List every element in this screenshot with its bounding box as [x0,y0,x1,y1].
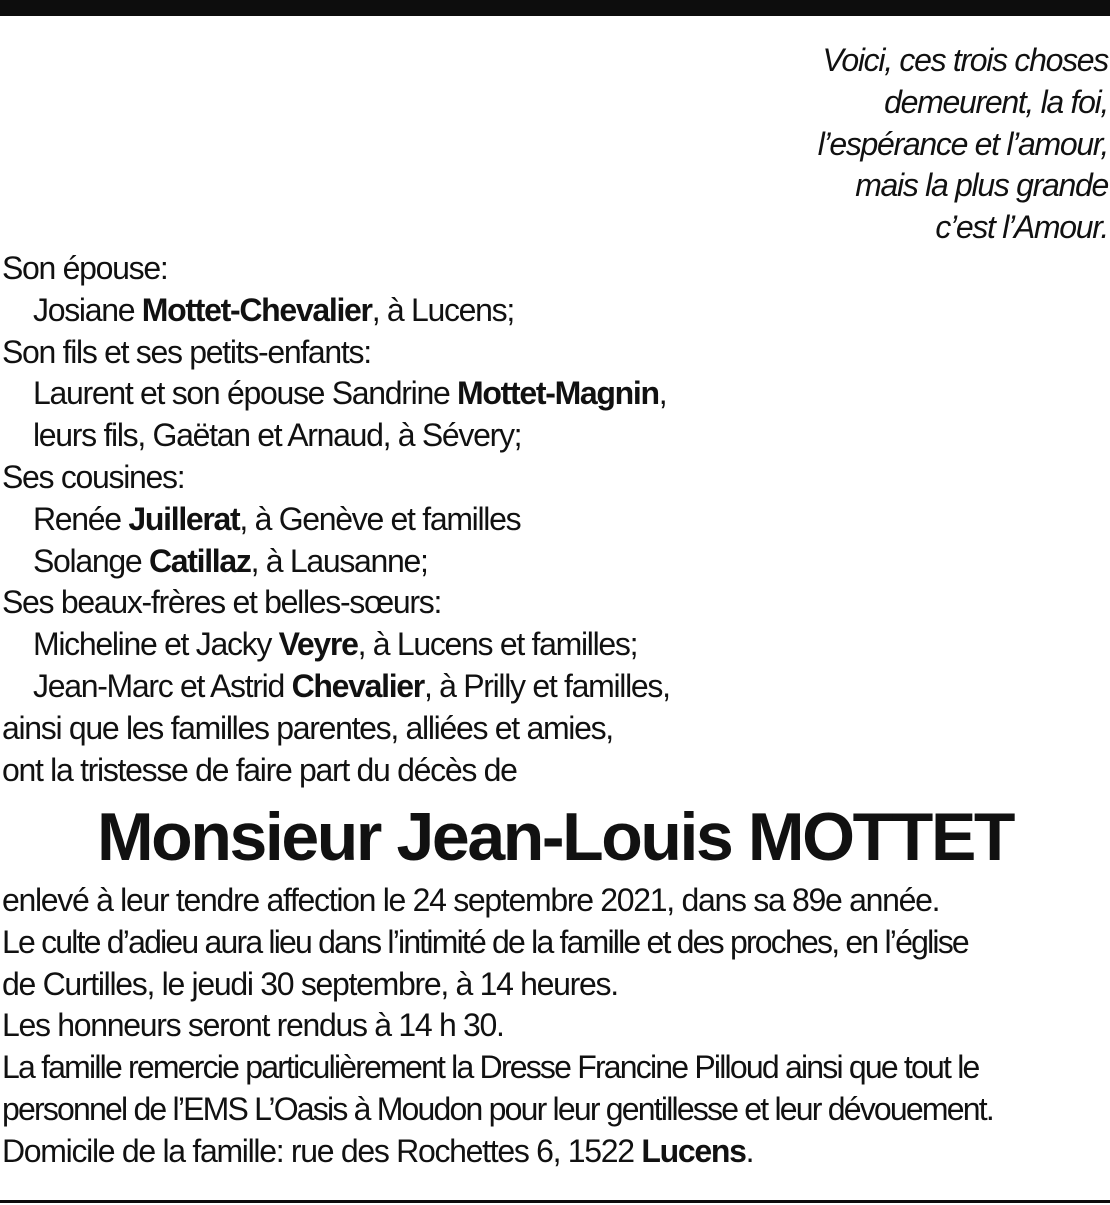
son-entry: Laurent et son épouse Sandrine Mottet-Magnin, [33,375,667,412]
spouse-heading: Son épouse: [2,250,168,286]
thanks-line: La famille remercie particulièrement la Dresse Francine Pilloud ainsi que tout le [2,1049,979,1086]
thanks-line: personnel de l’EMS L’Oasis à Moudon pour leur gentillesse et leur dévouement. [2,1090,993,1127]
spouse-surname: Mottet-Chevalier [141,291,372,328]
death-line: enlevé à leur tendre affection le 24 septembre 2021, dans sa 89e année. [2,882,940,918]
epigraph-line: l’espérance et l’amour, [817,125,1108,162]
cousin-entry: Renée Juillerat, à Genève et familles [33,500,521,537]
top-rule [0,0,1110,16]
inlaws-heading: Ses beaux-frères et belles-sœurs: [2,584,442,621]
son-heading: Son fils et ses petits-enfants: [2,333,371,370]
honours-line: Les honneurs seront rendus à 14 h 30. [2,1007,504,1044]
epigraph-line: Voici, ces trois choses [822,42,1108,78]
closing-line: ont la tristesse de faire part du décès de [2,751,517,788]
cousin-surname: Catillaz [148,542,251,579]
cousin-entry: Solange Catillaz, à Lausanne; [33,542,428,579]
service-line: Le culte d’adieu aura lieu dans l’intimité de la famille et des proches, en l’église [2,923,968,960]
cousins-heading: Ses cousines: [2,458,185,495]
family-list [2,248,670,791]
notice-details [2,880,993,1173]
inlaw-surname: Veyre [278,626,358,663]
domicile-line: Domicile de la famille: rue des Rochettes 6, 1522 Lucens. [2,1132,754,1169]
inlaw-surname: Chevalier [291,667,424,704]
epigraph-line: c’est l’Amour. [935,209,1108,246]
service-line: de Curtilles, le jeudi 30 septembre, à 14 heures. [2,965,618,1002]
inlaw-entry: Micheline et Jacky Veyre, à Lucens et familles; [33,626,638,663]
grandsons-entry: leurs fils, Gaëtan et Arnaud, à Sévery; [33,417,522,454]
deceased-name: Monsieur Jean-Louis MOTTET [96,799,1014,875]
inlaw-entry: Jean-Marc et Astrid Chevalier, à Prilly et familles, [33,667,670,704]
epigraph-line: demeurent, la foi, [884,83,1108,120]
epigraph-line: mais la plus grande [855,167,1108,204]
bottom-rule [0,1200,1110,1203]
domicile-town: Lucens [641,1132,746,1169]
cousin-surname: Juillerat [128,500,240,537]
son-surname: Mottet-Magnin [457,375,659,412]
epigraph [818,40,1108,249]
spouse-entry: Josiane Mottet-Chevalier, à Lucens; [33,291,514,328]
closing-line: ainsi que les familles parentes, alliées et amies, [2,709,613,746]
